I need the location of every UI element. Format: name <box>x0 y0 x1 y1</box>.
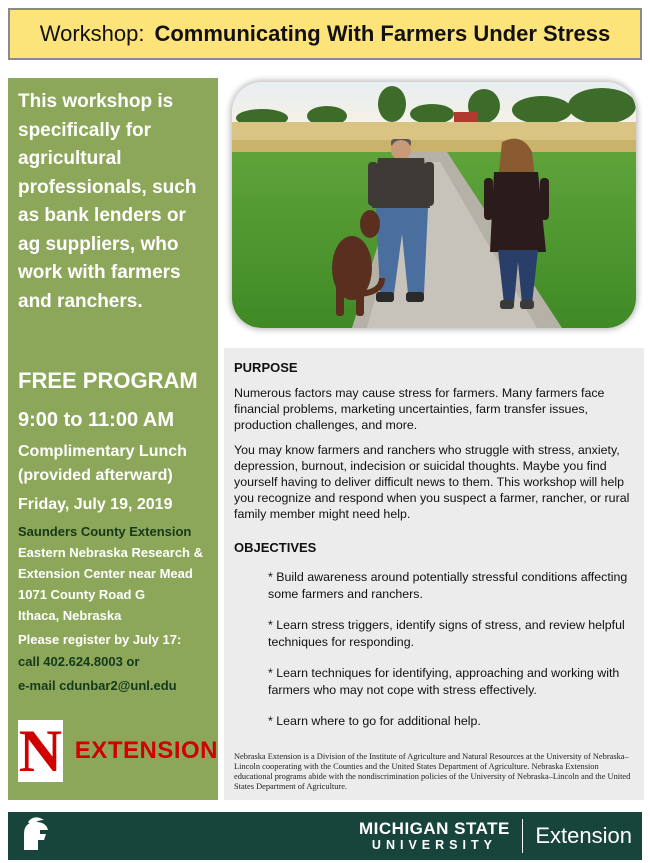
event-date: Friday, July 19, 2019 <box>18 496 173 513</box>
msu-name-top: MICHIGAN STATE <box>359 818 510 838</box>
email-contact[interactable]: e-mail cdunbar2@unl.edu <box>18 678 177 693</box>
purpose-paragraph-1: Numerous factors may cause stress for farmers. Many farmers face financial problems, marketing uncertainties, farm transfer issues, production challenges, and more. <box>234 386 605 432</box>
title-prefix: Workshop: <box>39 21 145 46</box>
purpose-paragraph-2: You may know farmers and ranchers who struggle with stress, anxiety, depression, burnout, indecision or suicidal thoughts. Maybe you find yourself having to deliver difficult news to them. This workshop will help you recognize and respond when you suspect a farmer, rancher, or rural family member might need help. <box>234 443 630 521</box>
objective-item: * Learn where to go for additional help. <box>268 714 481 728</box>
nebraska-extension-text: EXTENSION <box>74 737 218 764</box>
spartan-helmet-icon <box>14 816 54 856</box>
farm-photo-illustration <box>232 82 636 328</box>
nebraska-extension-logo <box>18 716 218 786</box>
footer-bar <box>8 812 642 860</box>
center-line-1: Eastern Nebraska Research & <box>18 545 203 560</box>
free-program-label: FREE PROGRAM <box>18 368 198 393</box>
register-deadline: Please register by July 17: <box>18 632 182 647</box>
content-panel <box>224 348 644 800</box>
objective-item: * Build awareness around potentially stressful conditions affecting some farmers and ranchers. <box>268 570 628 601</box>
city: Ithaca, Nebraska <box>18 608 122 623</box>
intro-text: This workshop is specifically for agricultural professionals, such as bank lenders or ag suppliers, who work with farmers and ranchers. <box>18 91 197 312</box>
address: 1071 County Road G <box>18 587 146 602</box>
lunch-line-2: (provided afterward) <box>18 467 173 484</box>
purpose-heading: PURPOSE <box>234 360 298 375</box>
msu-extension-text: Extension <box>535 823 632 848</box>
lunch-line-1: Complimentary Lunch <box>18 443 187 460</box>
county-extension: Saunders County Extension <box>18 524 192 539</box>
event-time: 9:00 to 11:00 AM <box>18 409 174 431</box>
msu-wordmark <box>359 820 522 853</box>
objective-item: * Learn techniques for identifying, approaching and working with farmers who may not cope with stress effectively. <box>268 666 620 697</box>
farm-photo <box>232 82 636 328</box>
center-line-2: Extension Center near Mead <box>18 566 193 581</box>
objectives-heading: OBJECTIVES <box>234 540 317 555</box>
objective-item: * Learn stress triggers, identify signs of stress, and review helpful techniques for responding. <box>268 618 625 649</box>
sidebar <box>8 78 218 800</box>
disclaimer: Nebraska Extension is a Division of the Institute of Agriculture and Natural Resources at the University of Nebraska–Lincoln cooperating with the Counties and the United States Department of Agriculture. Nebraska Extension educational programs abide with the nondiscrimination policies of the University of Nebraska–Lincoln and the United States Department of Agriculture. <box>234 752 631 791</box>
phone-contact[interactable]: call 402.624.8003 or <box>18 654 140 669</box>
msu-name-bottom: UNIVERSITY <box>371 837 497 852</box>
title-banner <box>8 8 642 60</box>
nebraska-n-icon: N <box>18 718 63 784</box>
page-title: Communicating With Farmers Under Stress <box>154 21 611 46</box>
